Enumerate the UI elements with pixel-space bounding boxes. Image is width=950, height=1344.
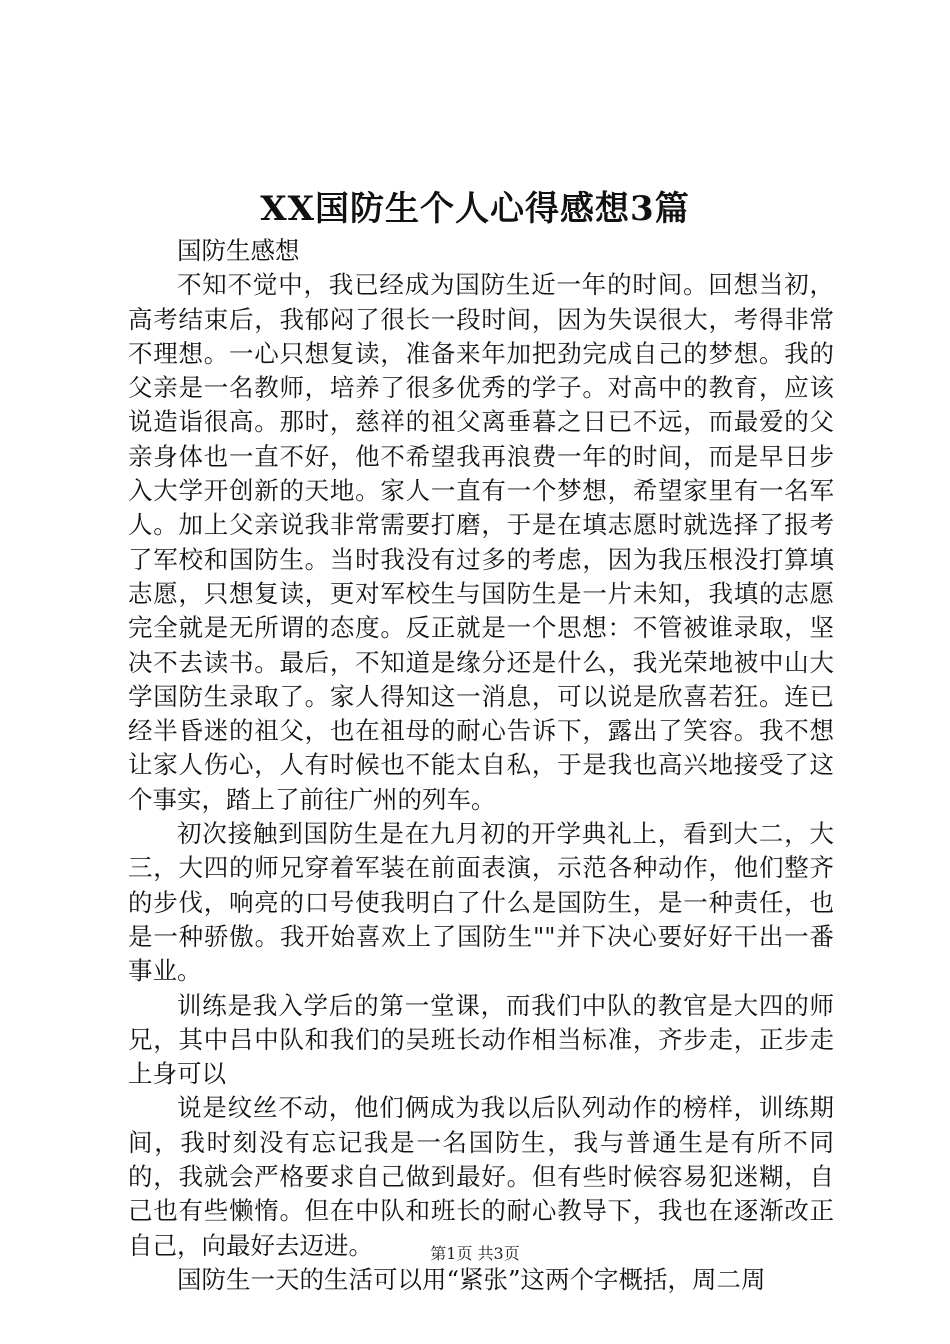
document-body: [128, 234, 834, 1297]
page-number-footer: 第1页 共3页: [430, 1244, 520, 1263]
paragraph: 不知不觉中，我已经成为国防生近一年的时间。回想当初，高考结束后，我郁闷了很长一段时间，因为失误很大，考得非常不理想。一心只想复读，准备来年加把劲完成自己的梦想。我的父亲是一名教师，培养了很多优秀的学子。对高中的教育，应该说造诣很高。那时，慈祥的祖父离垂暮之日已不远，而最爱的父亲身体也一直不好，他不希望我再浪费一年的时间，而是早日步入大学开创新的天地。家人一直有一个梦想，希望家里有一名军人。加上父亲说我非常需要打磨，于是在填志愿时就选择了报考了军校和国防生。当时我没有过多的考虑，因为我压根没打算填志愿，只想复读，更对军校生与国防生是一片未知，我填的志愿完全就是无所谓的态度。反正就是一个思想：不管被谁录取，坚决不去读书。最后，不知道是缘分还是什么，我光荣地被中山大学国防生录取了。家人得知这一消息，可以说是欣喜若狂。连已经半昏迷的祖父，也在祖母的耐心告诉下，露出了笑容。我不想让家人伤心，人有时候也不能太自私，于是我也高兴地接受了这个事实，踏上了前往广州的列车。: [128, 270, 834, 814]
paragraph: 训练是我入学后的第一堂课，而我们中队的教官是大四的师兄，其中吕中队和我们的吴班长动作相当标准，齐步走，正步走上身可以: [128, 990, 834, 1089]
paragraph: 说是纹丝不动，他们俩成为我以后队列动作的榜样，训练期间，我时刻没有忘记我是一名国防生，我与普通生是有所不同的，我就会严格要求自己做到最好。但有些时候容易犯迷糊，自己也有些懒惰。但在中队和班长的耐心教导下，我也在逐渐改正自己，向最好去迈进。: [128, 1093, 834, 1260]
paragraph: 国防生一天的生活可以用“紧张”这两个字概括，周二周: [177, 1264, 766, 1294]
paragraph-heading: 国防生感想: [177, 236, 300, 265]
document-title: XX国防生个人心得感想3篇: [260, 189, 690, 229]
paragraph: 初次接触到国防生是在九月初的开学典礼上，看到大二，大三，大四的师兄穿着军装在前面表演，示范各种动作，他们整齐的步伐，响亮的口号使我明白了什么是国防生，是一种责任，也是一种骄傲。我开始喜欢上了国防生""并下决心要好好干出一番事业。: [128, 819, 834, 986]
